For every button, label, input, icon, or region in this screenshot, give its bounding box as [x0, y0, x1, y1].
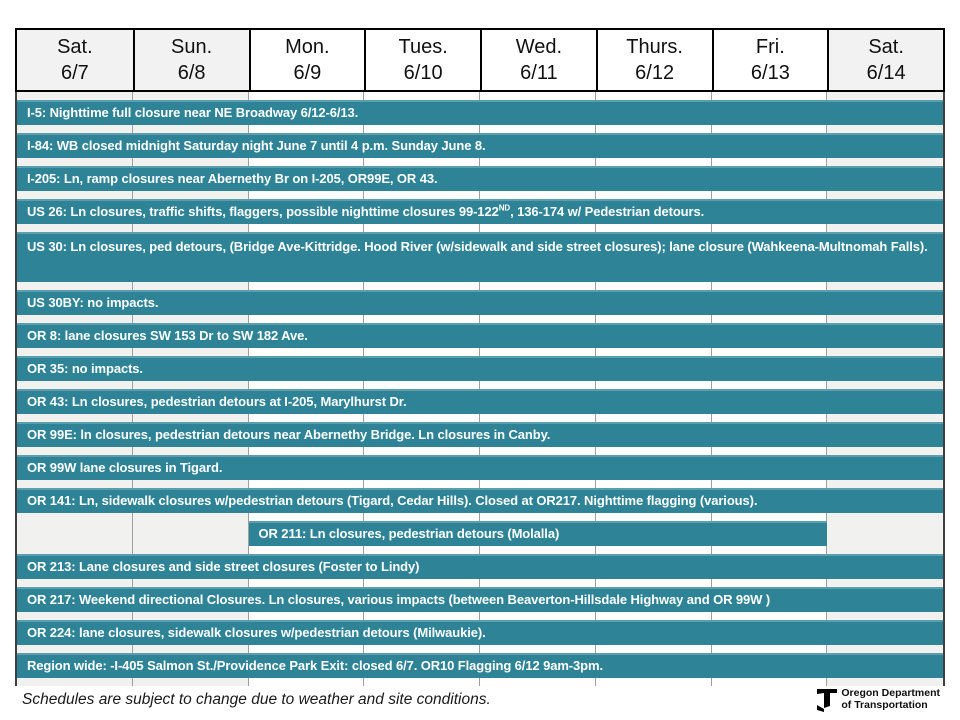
schedule-bar-us30 [17, 232, 943, 282]
odot-logo-icon [816, 686, 838, 712]
schedule-bar-or8 [17, 323, 943, 348]
schedule-row [17, 422, 943, 447]
schedule-rows [17, 100, 943, 686]
schedule-row [17, 488, 943, 513]
day-header-cell [249, 30, 365, 90]
odot-logo [816, 686, 940, 712]
day-label: Fri. [755, 36, 785, 58]
schedule-bar-us30by [17, 290, 943, 315]
odot-logo-line2: of Transportation [841, 699, 928, 711]
bar-label: I-84: WB closed midnight Saturday night June 7 until 4 p.m. Sunday June 8. [27, 138, 486, 153]
bar-label: OR 217: Weekend directional Closures. Ln closures, various impacts (between Beaverton-Hillsdale Highway and OR 99W ) [27, 592, 771, 607]
schedule-row [17, 199, 943, 224]
bar-label: Region wide: -I-405 Salmon St./Providence Park Exit: closed 6/7. OR10 Flagging 6/12 9am-3pm. [27, 658, 603, 673]
day-header-cell [133, 30, 249, 90]
day-date: 6/9 [293, 62, 322, 84]
schedule-bar-i205 [17, 166, 943, 191]
bar-label: OR 99W lane closures in Tigard. [27, 460, 223, 475]
day-date: 6/11 [520, 62, 558, 84]
schedule-row [17, 232, 943, 282]
schedule-bar-or99e [17, 422, 943, 447]
schedule-bar-or35 [17, 356, 943, 381]
day-date: 6/13 [750, 62, 790, 84]
schedule-row [17, 521, 943, 546]
odot-logo-text [841, 687, 940, 711]
schedule-row [17, 653, 943, 678]
schedule-bar-or224 [17, 620, 943, 645]
schedule-row [17, 554, 943, 579]
schedule-bar-i84 [17, 133, 943, 158]
schedule-row [17, 587, 943, 612]
day-header-cell [480, 30, 596, 90]
day-header-cell [17, 30, 133, 90]
odot-logo-line1: Oregon Department [841, 687, 940, 699]
schedule-row [17, 620, 943, 645]
day-date: 6/7 [60, 62, 89, 84]
day-label: Thurs. [626, 36, 683, 58]
schedule-row [17, 290, 943, 315]
schedule-body [15, 92, 945, 686]
schedule-bar-or217 [17, 587, 943, 612]
bar-label: OR 99E: ln closures, pedestrian detours near Abernethy Bridge. Ln closures in Canby. [27, 427, 551, 442]
bar-label: , 136-174 w/ Pedestrian detours. [510, 204, 705, 219]
day-label: Tues. [398, 36, 448, 58]
bar-label: OR 35: no impacts. [27, 361, 143, 376]
bar-label: US 30BY: no impacts. [27, 295, 159, 310]
schedule-bar-or211 [249, 521, 828, 546]
bar-label: OR 43: Ln closures, pedestrian detours at I-205, Marylhurst Dr. [27, 394, 407, 409]
day-date: 6/12 [635, 62, 675, 84]
schedule-row [17, 389, 943, 414]
schedule-row [17, 455, 943, 480]
day-label: Sat. [868, 36, 904, 58]
schedule-row [17, 100, 943, 125]
schedule-row [17, 166, 943, 191]
schedule-row [17, 323, 943, 348]
schedule-row [17, 356, 943, 381]
schedule-bar-or213 [17, 554, 943, 579]
schedule-bar-or99w [17, 455, 943, 480]
schedule-bar-or141 [17, 488, 943, 513]
day-header-cell [596, 30, 712, 90]
bar-label: US 26: Ln closures, traffic shifts, flaggers, possible nighttime closures 99-122 [27, 204, 499, 219]
day-header-cell [712, 30, 828, 90]
schedule-bar-i5 [17, 100, 943, 125]
day-header-cell [364, 30, 480, 90]
day-label: Sat. [57, 36, 93, 58]
day-date: 6/14 [866, 62, 906, 84]
footer-note: Schedules are subject to change due to weather and site conditions. [22, 691, 491, 708]
day-label: Mon. [285, 36, 330, 58]
schedule-bar-us26 [17, 199, 943, 224]
bar-label: ND [498, 203, 511, 213]
bar-label: OR 211: Ln closures, pedestrian detours (Molalla) [258, 526, 560, 541]
bar-label: I-5: Nighttime full closure near NE Broadway 6/12-6/13. [27, 105, 359, 120]
schedule-bar-or43 [17, 389, 943, 414]
bar-label: OR 8: lane closures SW 153 Dr to SW 182 Ave. [27, 328, 308, 343]
bar-label: US 30: Ln closures, ped detours, (Bridge Ave-Kittridge. Hood River (w/sidewalk and side street closures); lane closure (Wahkeena-Multnomah Falls). [27, 239, 928, 254]
day-date: 6/10 [403, 62, 443, 84]
bottom-gap-strip [17, 678, 943, 686]
day-header-row [15, 28, 945, 92]
bar-label: OR 224: lane closures, sidewalk closures w/pedestrian detours (Milwaukie). [27, 625, 486, 640]
day-header-cell [827, 30, 943, 90]
bar-label: OR 213: Lane closures and side street closures (Foster to Lindy) [27, 559, 420, 574]
schedule-row [17, 133, 943, 158]
day-label: Wed. [515, 36, 563, 58]
bar-label: OR 141: Ln, sidewalk closures w/pedestrian detours (Tigard, Cedar Hills). Closed at OR217. Nighttime flagging (various). [27, 493, 758, 508]
day-date: 6/8 [177, 62, 206, 84]
day-label: Sun. [171, 36, 213, 58]
bar-label: I-205: Ln, ramp closures near Abernethy Br on I-205, OR99E, OR 43. [27, 171, 438, 186]
schedule-bar-regionwide [17, 653, 943, 678]
